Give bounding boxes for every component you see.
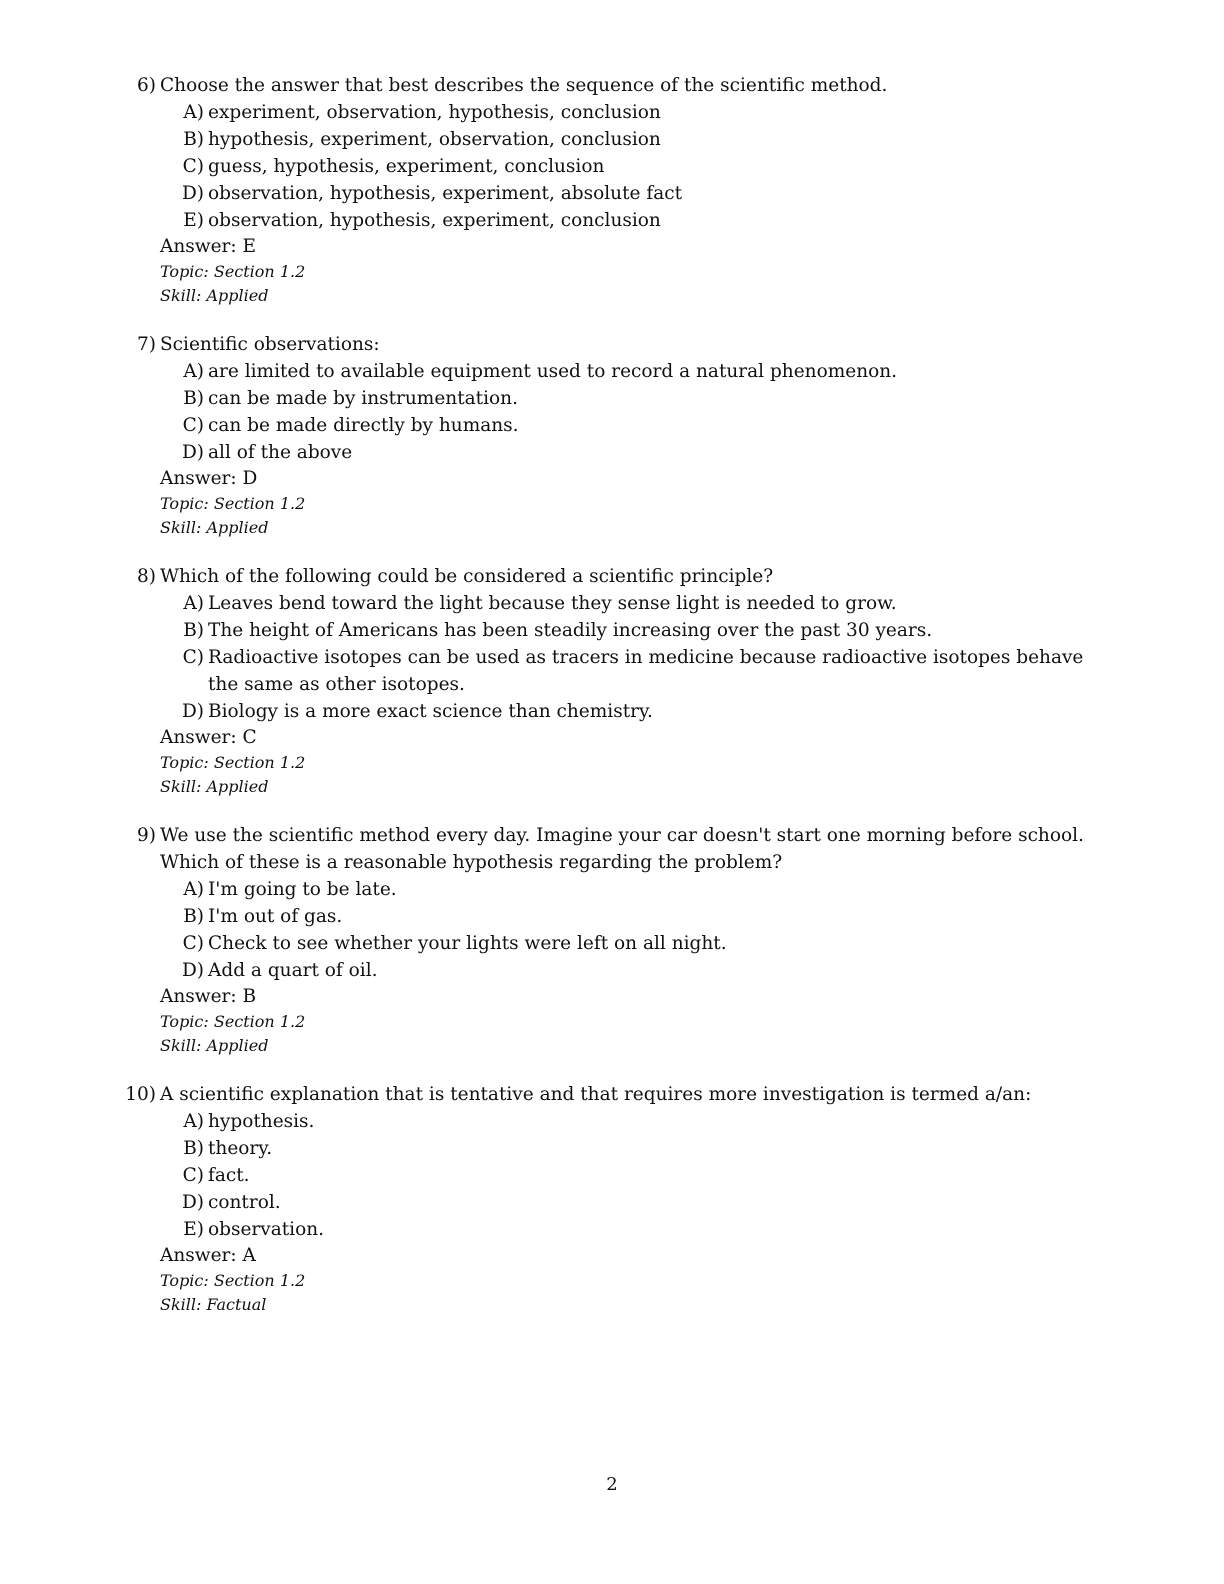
question-9 [137,822,1110,1058]
skill-line: Skill: Factual [160,1295,267,1314]
choice-list [160,99,1110,234]
answer-line: Answer: A [160,1245,256,1266]
page-number: 2 [606,1474,618,1495]
choice-text: I'm going to be late. [208,879,397,900]
question-10 [125,1081,1110,1317]
choice-item [160,698,1110,725]
choice-letter: D) [181,442,204,463]
choice-letter: C) [182,933,204,954]
skill-line: Skill: Applied [160,286,269,305]
choice-letter: D) [181,1192,204,1213]
choice-item [160,617,1110,644]
choice-text: observation, hypothesis, experiment, conclusion [208,210,661,231]
choice-list [160,590,1110,725]
choice-item [160,99,1110,126]
question-number: 8) [137,566,156,587]
answer-line: Answer: E [160,236,257,257]
answer-line: Answer: D [160,468,258,489]
choice-item [160,590,1110,617]
question-number: 7) [137,334,156,355]
choice-text: observation, hypothesis, experiment, absolute fact [208,183,683,204]
choice-item [160,153,1110,180]
choice-text: experiment, observation, hypothesis, conclusion [208,102,661,123]
choice-letter: A) [183,593,204,614]
choice-text: Leaves bend toward the light because they sense light is needed to grow. [208,593,897,614]
topic-line: Topic: Section 1.2 [160,1271,306,1290]
choice-text: control. [208,1192,281,1213]
choice-letter: D) [181,183,204,204]
question-stem: A scientific explanation that is tentative and that requires more investigation is termed a/an: [160,1084,1032,1105]
choice-text: are limited to available equipment used to record a natural phenomenon. [208,361,898,382]
answer-line: Answer: C [160,727,257,748]
choice-item [160,1162,1110,1189]
choice-item [160,1135,1110,1162]
choice-text: I'm out of gas. [208,906,343,927]
choice-item [160,180,1110,207]
choice-letter: C) [182,156,204,177]
choice-item [160,903,1110,930]
topic-line: Topic: Section 1.2 [160,1012,306,1031]
choice-item [160,439,1110,466]
question-stem: We use the scientific method every day. Imagine your car doesn't start one morning before school. Which of these is a reasonable hypothesis regarding the problem? [160,825,1084,873]
answer-line: Answer: B [160,986,257,1007]
choice-letter: B) [183,129,204,150]
choice-text: theory. [208,1138,273,1159]
choice-item [160,207,1110,234]
choice-text: all of the above [208,442,353,463]
topic-line: Topic: Section 1.2 [160,262,306,281]
skill-line: Skill: Applied [160,1036,269,1055]
choice-item [160,358,1110,385]
choice-letter: D) [181,701,204,722]
choice-letter: B) [183,906,204,927]
choice-letter: B) [183,1138,204,1159]
choice-text: Add a quart of oil. [208,960,378,981]
choice-text: hypothesis, experiment, observation, conclusion [208,129,661,150]
choice-item [160,1108,1110,1135]
choice-item [160,385,1110,412]
question-8 [137,563,1110,799]
choice-item [160,644,1110,698]
choice-item [160,930,1110,957]
topic-line: Topic: Section 1.2 [160,753,306,772]
choice-item [160,1216,1110,1243]
choice-text: hypothesis. [208,1111,315,1132]
choice-text: Biology is a more exact science than chemistry. [208,701,653,722]
question-number: 10) [125,1084,156,1105]
choice-letter: A) [183,102,204,123]
choice-item [160,126,1110,153]
choice-text: observation. [208,1219,325,1240]
choice-item [160,412,1110,439]
choice-letter: B) [183,620,204,641]
choice-letter: A) [183,361,204,382]
skill-line: Skill: Applied [160,777,269,796]
choice-item [160,876,1110,903]
choice-letter: A) [183,1111,204,1132]
choice-letter: E) [183,1219,204,1240]
question-stem: Choose the answer that best describes the sequence of the scientific method. [160,75,888,96]
choice-item [160,957,1110,984]
question-stem: Scientific observations: [160,334,380,355]
question-number: 6) [137,75,156,96]
choice-letter: B) [183,388,204,409]
choice-text: fact. [208,1165,250,1186]
choice-text: The height of Americans has been steadily increasing over the past 30 years. [208,620,933,641]
choice-letter: C) [182,415,204,436]
choice-text: Radioactive isotopes can be used as tracers in medicine because radioactive isotopes behave the same as other isotopes. [208,647,1084,695]
question-7 [137,331,1110,540]
skill-line: Skill: Applied [160,518,269,537]
question-number: 9) [137,825,156,846]
choice-list [160,358,1110,466]
question-6 [137,72,1110,308]
choice-letter: C) [182,1165,204,1186]
topic-line: Topic: Section 1.2 [160,494,306,513]
choice-text: guess, hypothesis, experiment, conclusion [208,156,605,177]
choice-list [160,1108,1110,1243]
choice-letter: C) [182,647,204,668]
choice-letter: A) [183,879,204,900]
choice-text: Check to see whether your lights were left on all night. [208,933,727,954]
choice-text: can be made by instrumentation. [208,388,518,409]
choice-letter: E) [183,210,204,231]
choice-text: can be made directly by humans. [208,415,519,436]
choice-item [160,1189,1110,1216]
question-stem: Which of the following could be considered a scientific principle? [160,566,774,587]
choice-list [160,876,1110,984]
choice-letter: D) [181,960,204,981]
